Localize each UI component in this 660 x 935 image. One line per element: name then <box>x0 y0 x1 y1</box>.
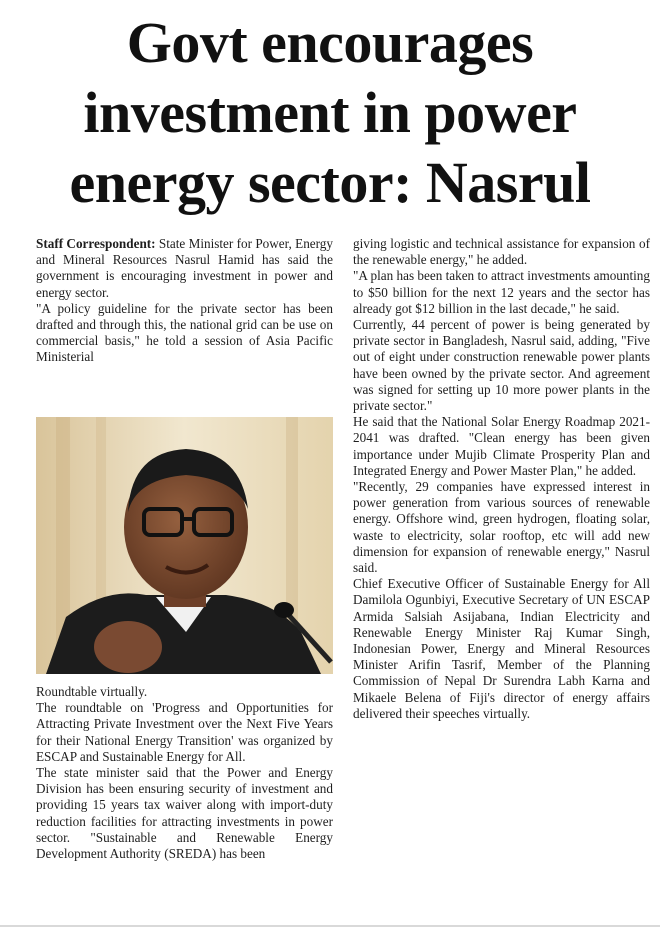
headline <box>10 8 650 218</box>
article-column-left-bottom <box>36 684 333 862</box>
article-paragraph: Currently, 44 percent of power is being generated by private sector in Bangladesh, Nasrul said, adding, "Five out of eight under construction renewable power plants have been owned by the private sector. And agreement was signed for setting up 10 more power plants in the private sector." <box>353 317 650 414</box>
bottom-divider <box>0 925 660 927</box>
photo-illustration <box>36 417 333 674</box>
headline-line-2: investment in power <box>83 80 577 145</box>
byline: Staff Correspondent: <box>36 236 156 251</box>
article-paragraph: giving logistic and technical assistance for expansion of the renewable energy," he added. <box>353 236 650 268</box>
article-paragraph: The state minister said that the Power and Energy Division has been ensuring security of investment and providing 15 years tax waiver along with import-duty reduction facilities for attracting investments in power sector. "Sustainable and Renewable Energy Development Authority (SREDA) has been <box>36 765 333 862</box>
article-paragraph: The roundtable on 'Progress and Opportunities for Attracting Private Investment over the Next Five Years for their National Energy Transition' was organized by ESCAP and Sustainable Energy for All. <box>36 700 333 764</box>
headline-line-3: energy sector: Nasrul <box>69 150 591 215</box>
article-paragraph: He said that the National Solar Energy Roadmap 2021-2041 was drafted. "Clean energy has been given importance under Mujib Climate Prosperity Plan and Integrated Energy and Power Master Plan," he added. <box>353 414 650 478</box>
article-paragraph: "Recently, 29 companies have expressed interest in power generation from various sources of renewable energy. Offshore wind, green hydrogen, floating solar, waste to electricity, solar rooftop, etc will add new dimension for expansion of renewable energy," Nasrul said. <box>353 479 650 576</box>
article-paragraph: Roundtable virtually. <box>36 684 148 699</box>
article-paragraph: "A plan has been taken to attract investments amounting to $50 billion for the next 12 years and the sector has already got $12 billion in the last decade," he said. <box>353 268 650 316</box>
article-paragraph: Chief Executive Officer of Sustainable Energy for All Damilola Ogunbiyi, Executive Secretary of UN ESCAP Armida Salsiah Asijabana, Indian Electricity and Renewable Energy Minister Raj Kumar Singh, Indonesian Power, Energy and Mineral Resources Minister Arifin Tasrif, Member of the Planning Commission of Nepal Dr Surendra Labh Karna and Mikaele Belena of Fiji's director of energy affairs delivered their speeches virtually. <box>353 576 650 721</box>
article-paragraph <box>36 236 333 301</box>
lead-text: State Minister for Power, Energy and Mineral Resources Nasrul Hamid has said the government is encouraging investment in power and energy sector. <box>36 236 333 300</box>
article-paragraph: "A policy guideline for the private sector has been drafted and through this, the national grid can be use on commercial basis," he told a session of Asia Pacific Ministerial <box>36 300 333 365</box>
minister-photo <box>36 417 333 674</box>
headline-line-1: Govt encourages <box>126 10 534 75</box>
article-column-left-top <box>36 236 333 366</box>
article-column-right <box>353 236 650 722</box>
